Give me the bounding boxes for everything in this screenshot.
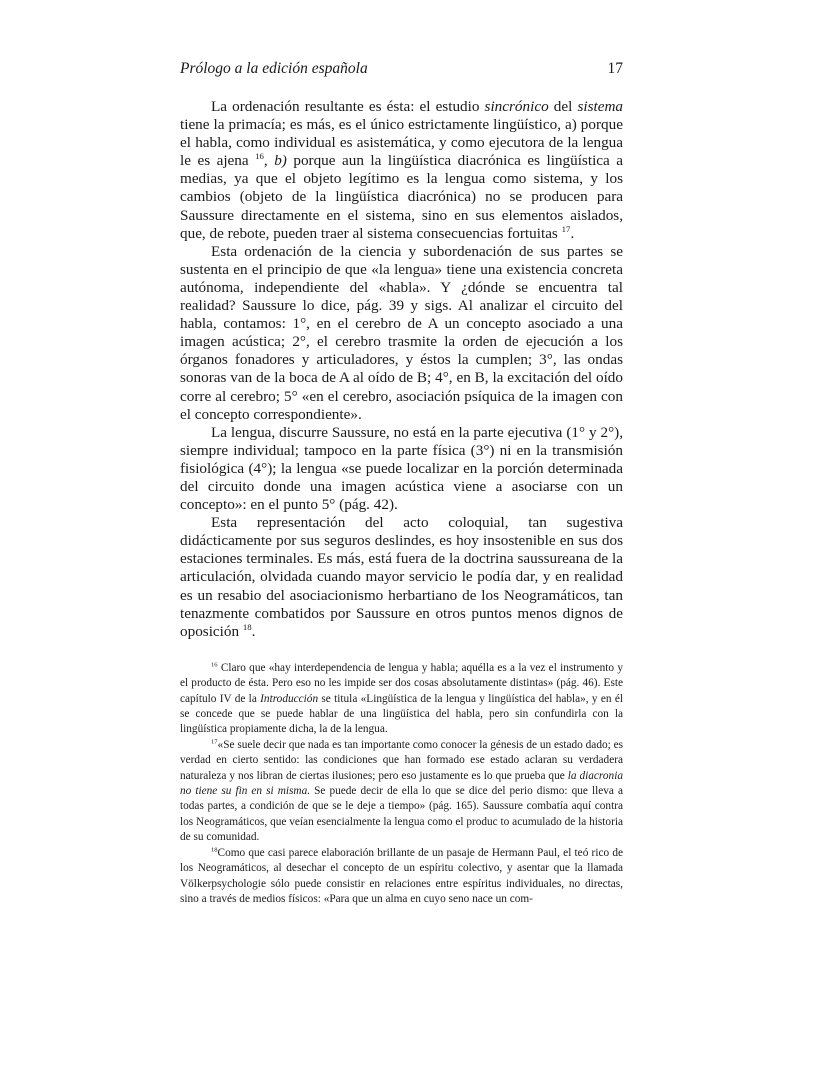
page-number: 17 [607,60,623,77]
paragraph-1: La ordenación resultante es ésta: el estudio sincrónico del sistema tiene la primacía; es más, es el único estrictamente lingüístico, a) porque el habla, como individual es asistemática, y como ejecutora de la lengua le es ajena $^{16}$, b) porque aun la lingüística diacrónica es lingüística a medias, ya que el objeto legítimo es la lengua como sistema, y los cambios (objeto de la lingüística diacrónica) no se producen para Saussure directamente en el sistema, sino en sus elementos aislados, que, de rebote, pueden traer al sistema consecuencias fortuitas $^{17}$. [180,98,623,242]
paragraph-4: Esta representación del acto coloquial, tan sugestiva didácticamente por sus seguros deslindes, es hoy insostenible en sus dos estaciones terminales. Es más, está fuera de la doctrina saussureana de la articulación, olvidada cuando mayor servicio le podía dar, y en realidad es un resabio del asociacionismo herbartiano de los Neogramáticos, tan tenazmente combatidos por Saussure en otros puntos menos dignos de oposición $^{18}$. [180,514,623,640]
running-title: Prólogo a la edición española [180,60,368,77]
body-text [180,98,623,641]
running-head [180,60,623,82]
footnote-ref-18[interactable]: 18 [242,621,252,632]
footnote-mark: 17 [211,738,218,746]
book-page [180,60,623,907]
footnote-ref-16[interactable]: 16 [255,151,264,162]
footnote-ref-17[interactable]: 17 [561,223,571,234]
footnote-mark: 18 [211,846,218,854]
footnote-16: $^{16}$ Claro que «hay interdependencia de lengua y habla; aquélla es a la vez el instrumento y el producto de ésta. Pero eso no les impide ser dos cosas absolutamente distintas» (pág. 46). Este capítulo IV de la Introducción se titula «Lingüística de la lengua y lingüística del habla», y en él se concede que se puede hablar de una lingüística del habla, pero sin confundirla con la lingüística propiamente dicha, la de la lengua. [180,661,624,736]
paragraph-3: La lengua, discurre Saussure, no está en la parte ejecutiva (1° y 2°), siempre individual; tampoco en la parte física (3°) ni en la transmisión fisiológica (4°); la lengua «se puede localizar en la porción determinada del circuito donde una imagen acústica viene a asociarse con un concepto»: en el punto 5° (pág. 42). [180,423,623,514]
paragraph-2: Esta ordenación de la ciencia y subordenación de sus partes se sustenta en el principio de que «la lengua» tiene una existencia concreta autónoma, independiente del «habla». Y ¿dónde se encuentra tal realidad? Saussure lo dice, pág. 39 y sigs. Al analizar el circuito del habla, contamos: 1°, en el cerebro de A un concepto asociado a una imagen acústica; 2°, el cerebro trasmite la orden de ejecución a los órganos fonadores y articuladores, y éstos la cumplen; 3°, las ondas sonoras van de la boca de A al oído de B; 4°, en B, la excitación del oído corre al cerebro; 5° «en el cerebro, asociación psíquica de la imagen con el concepto correspondiente». [180,242,623,423]
footnote-mark: 16 [211,661,218,669]
footnote-17: $^{17}$«Se suele decir que nada es tan importante como conocer la génesis de un estado dado; es verdad en cierto sentido: las condiciones que han formado ese estado aclaran su verdadera naturaleza y nos libran de ciertas ilusiones; pero eso justamente es lo que prueba que la diacronia no tiene su fin en si misma. Se puede decir de ella lo que se dice del perio dismo: que lleva a todas partes, a condición de que se le deje a tiempo» (pág. 165). Saussure combatía aquí contra los Neogramáticos, que veían esencialmente la lengua como el produc to acumulado de la historia de su comunidad. [180,738,623,844]
footnote-18: $^{18}$Como que casi parece elaboración brillante de un pasaje de Hermann Paul, el teó rico de los Neogramáticos, al desechar el concepto de un espíritu colectivo, y asentar que la llamada Völkerpsychologie sólo puede consistir en relaciones entre espíritus individuales, no directas, sino a través de medios físicos: «Para que un alma en cuyo seno nace un com- [180,846,623,905]
footnotes [180,661,623,908]
